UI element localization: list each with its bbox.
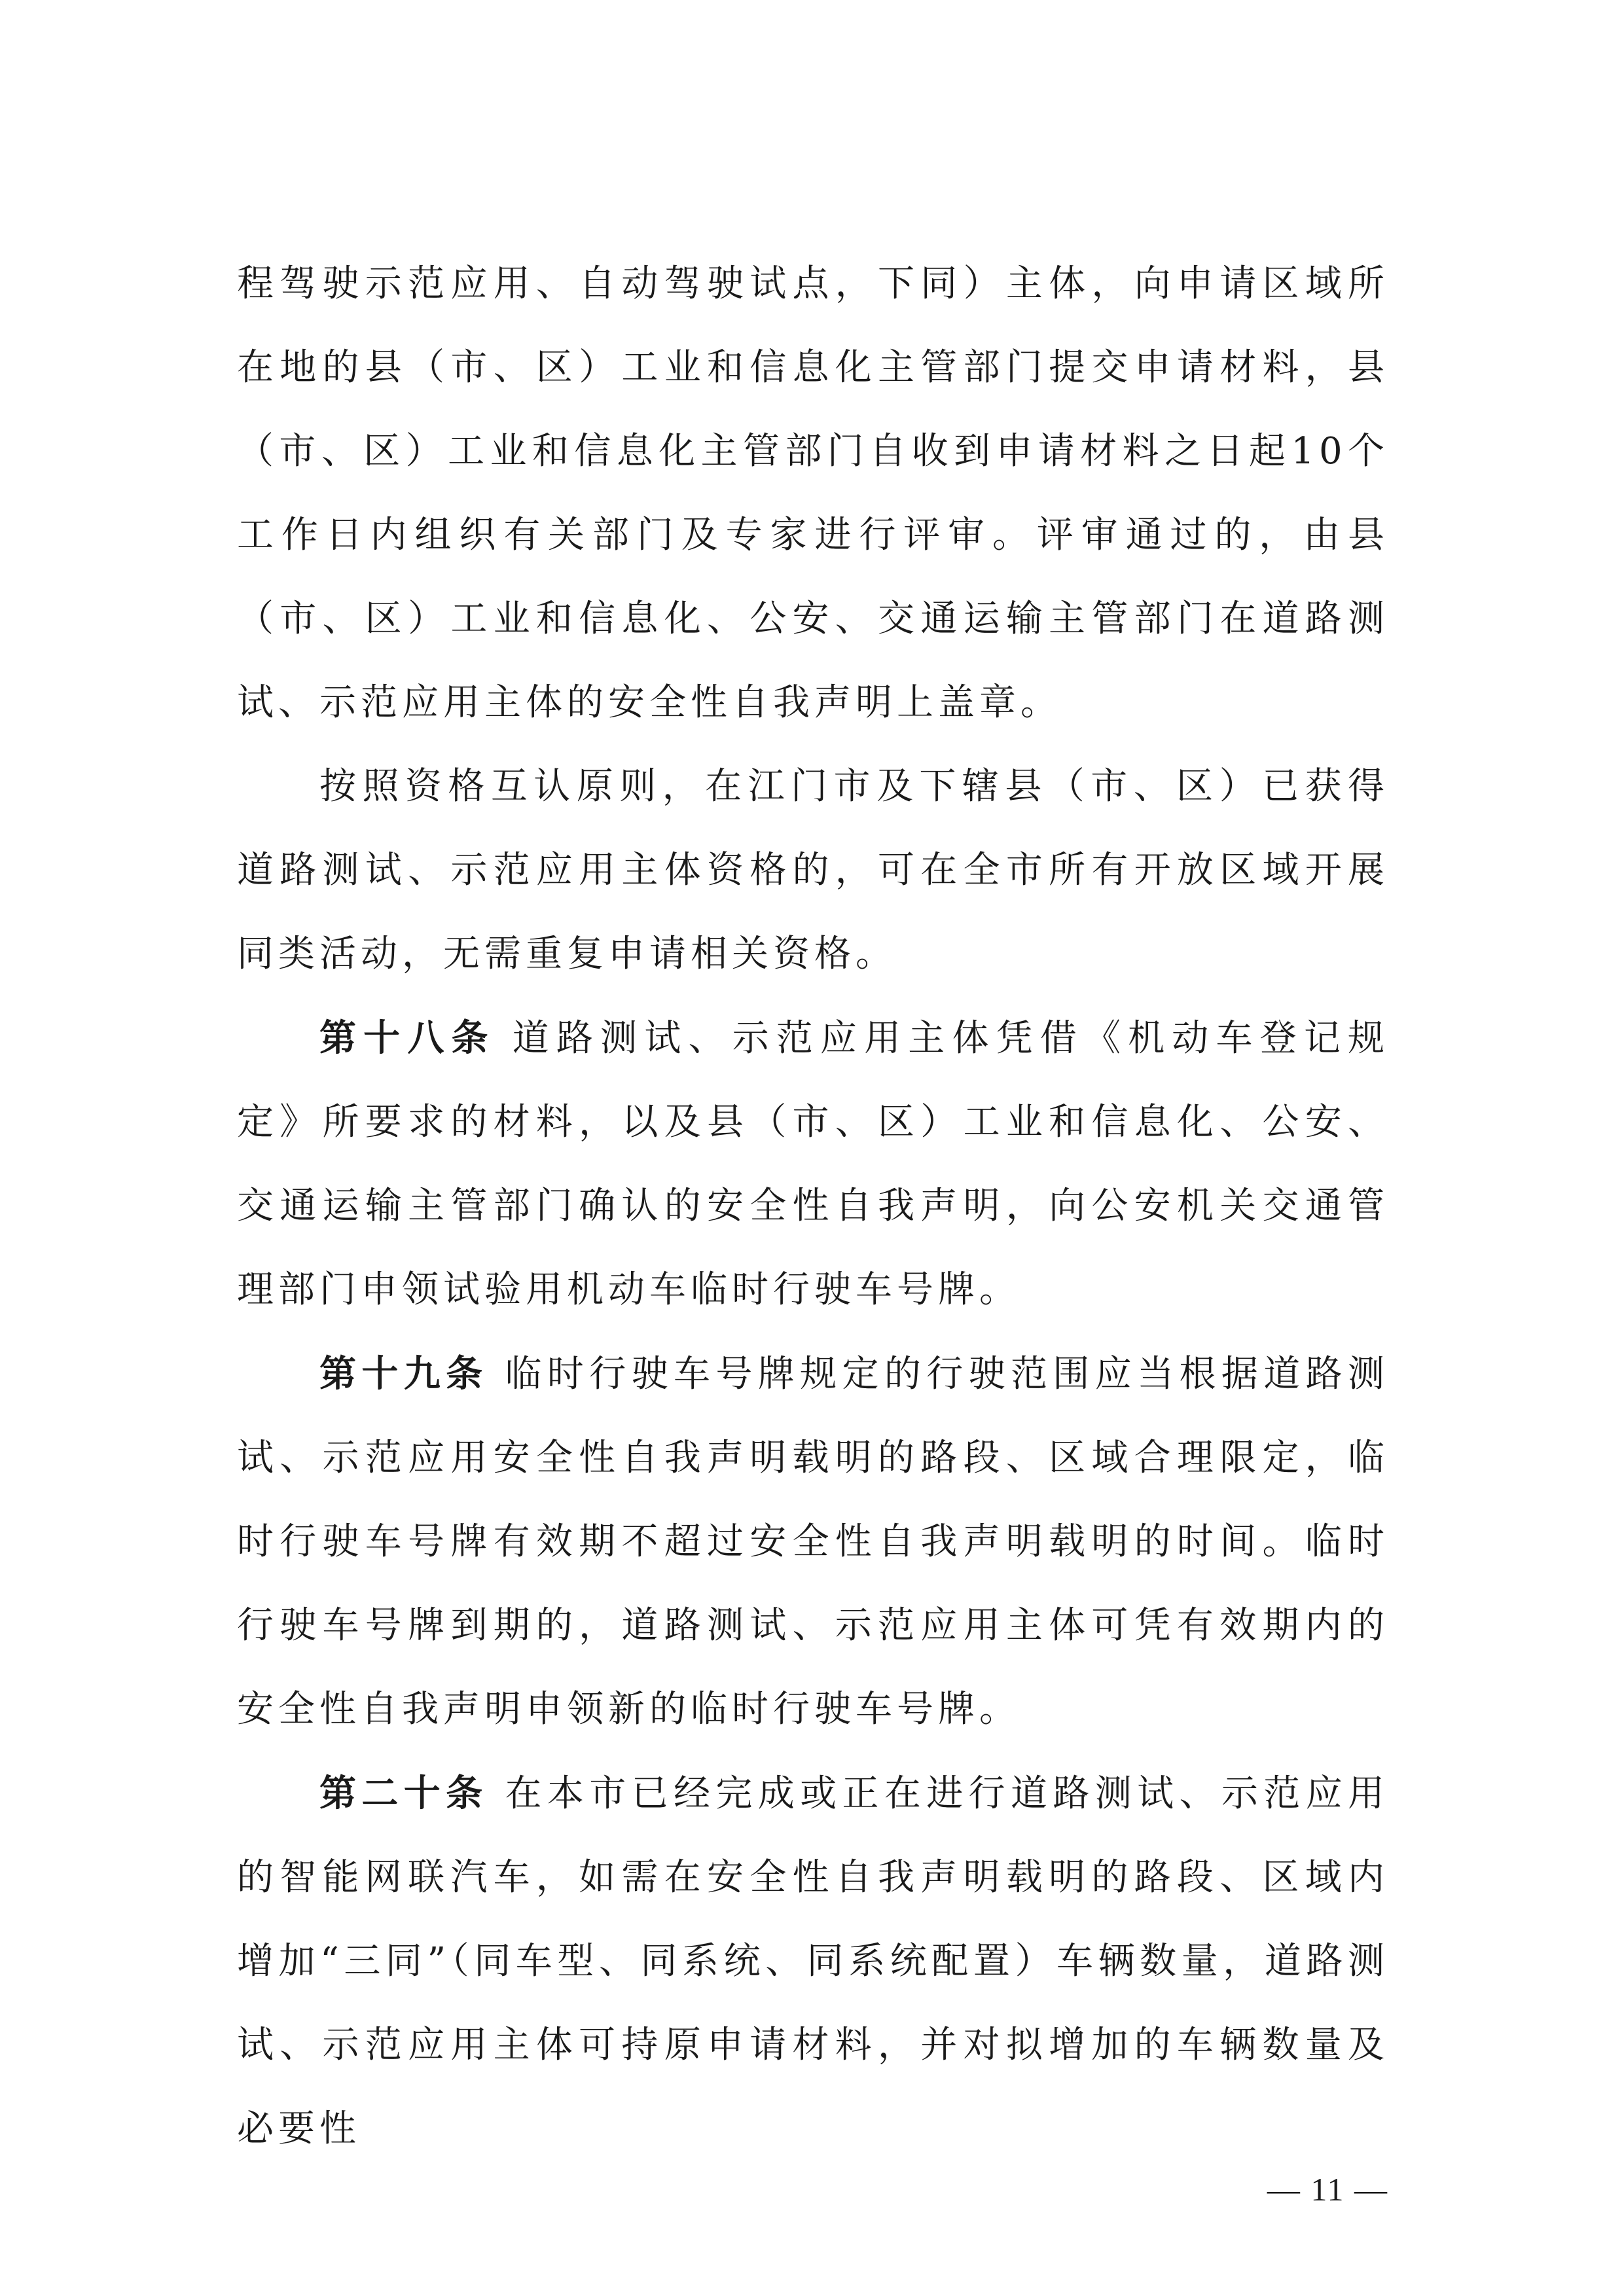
article-number: 第二十条 — [319, 1772, 488, 1815]
paragraph-text: 道路测试、示范应用主体凭借《机动车登记规定》所要求的材料，以及县（市、区）工业和信息化、公安、交通运输主管部门确认的安全性自我声明，向公安机关交通管理部门申领试验用机动车临时行驶车号牌。 — [237, 1017, 1390, 1311]
paragraph-mutual-recognition — [237, 745, 1389, 996]
article-number: 第十八条 — [319, 1016, 496, 1060]
article-18 — [237, 996, 1389, 1332]
paragraph-text: 在本市已经完成或正在进行道路测试、示范应用的智能网联汽车，如需在安全性自我声明载明的路段、区域内增加“三同”（同车型、同系统、同系统配置）车辆数量，道路测试、示范应用主体可持原申请材料，并对拟增加的车辆数量及必要性 — [237, 1772, 1389, 2150]
article-20 — [237, 1751, 1389, 2171]
paragraph-text: 临时行驶车号牌规定的行驶范围应当根据道路测试、示范应用安全性自我声明载明的路段、区域合理限定，临时行驶车号牌有效期不超过安全性自我声明载明的时间。临时行驶车号牌到期的，道路测试、示范应用主体可凭有效期内的安全性自我声明申领新的临时行驶车号牌。 — [237, 1353, 1389, 1731]
page-number: — 11 — — [1267, 2171, 1388, 2208]
paragraph-continuation — [237, 242, 1389, 745]
paragraph-text: 程驾驶示范应用、自动驾驶试点，下同）主体，向申请区域所在地的县（市、区）工业和信息化主管部门提交申请材料，县（市、区）工业和信息化主管部门自收到申请材料之日起10个工作日内组织有关部门及专家进行评审。评审通过的，由县（市、区）工业和信息化、公安、交通运输主管部门在道路测试、示范应用主体的安全性自我声明上盖章。 — [237, 262, 1389, 724]
article-number: 第十九条 — [319, 1352, 488, 1395]
body-text — [237, 242, 1389, 2171]
paragraph-text: 按照资格互认原则，在江门市及下辖县（市、区）已获得道路测试、示范应用主体资格的，可在全市所有开放区域开展同类活动，无需重复申请相关资格。 — [237, 765, 1389, 975]
article-19 — [237, 1332, 1389, 1751]
